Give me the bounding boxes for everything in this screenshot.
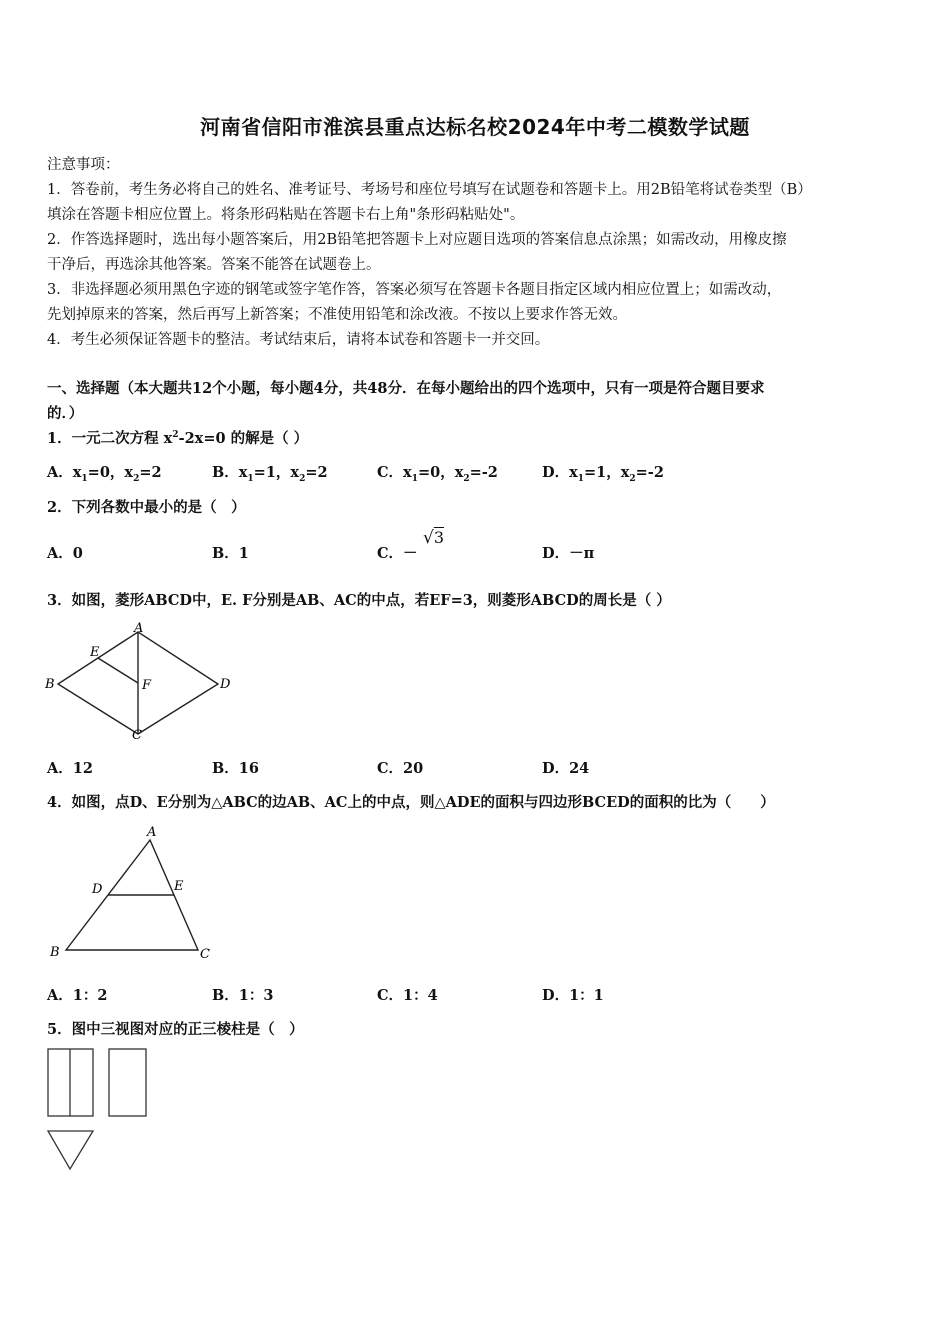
section-header-line-1: 一、选择题（本大题共12个小题，每小题4分，共48分．在每小题给出的四个选项中，只有一项是符合题目要求 — [47, 380, 765, 397]
label-d: D — [92, 882, 103, 897]
q4-option-b: B．1：3 — [212, 987, 274, 1004]
q4-option-a: A．1：2 — [47, 987, 108, 1004]
q1-option-a: A．$x_1=0$，$x_2=2$ — [47, 464, 162, 484]
question-4-stem: 4．如图，点D、E分别为△ABC的边AB、AC上的中点，则△ADE的面积与四边形BCED的面积的比为（ ） — [47, 794, 775, 811]
triangle-figure — [40, 820, 230, 965]
label-e: E — [174, 879, 184, 894]
q2-sqrt3: √3 — [423, 528, 445, 548]
q1-option-d: D．$x_1=1$，$x_2=-2$ — [542, 464, 664, 484]
q1-option-b: B．$x_1=1$，$x_2=2$ — [212, 464, 328, 484]
section-header-line-2: 的．） — [47, 405, 84, 422]
label-c: C — [200, 947, 210, 962]
q2-option-a: A．0 — [47, 545, 83, 562]
side-view — [109, 1049, 146, 1116]
question-3-stem: 3．如图，菱形ABCD中，E. F分别是AB、AC的中点，若EF=3，则菱形ABCD的周长是（ ） — [47, 592, 671, 609]
q2-option-b: B．1 — [212, 545, 249, 562]
question-2-stem: 2．下列各数中最小的是（ ） — [47, 499, 246, 516]
rhombus-figure — [40, 622, 240, 742]
notice-line-5: 3．非选择题必须用黑色字迹的钢笔或签字笔作答，答案必须写在答题卡各题目指定区域内相应位置上；如需改动， — [47, 282, 782, 298]
notice-line-7: 4．考生必须保证答题卡的整洁。考试结束后，请将本试卷和答题卡一并交回。 — [47, 332, 550, 348]
q3-option-d: D．24 — [542, 760, 590, 777]
label-a: A — [134, 622, 144, 636]
q3-option-b: B．16 — [212, 760, 259, 777]
page-title: 河南省信阳市淮滨县重点达标名校2024年中考二模数学试题 — [200, 115, 750, 139]
q3-option-c: C．20 — [377, 760, 424, 777]
q4-option-c: C．1：4 — [377, 987, 438, 1004]
notice-heading: 注意事项： — [47, 157, 120, 173]
notice-line-1: 1．答卷前，考生务必将自己的姓名、准考证号、考场号和座位号填写在试题卷和答题卡上。用2B铅笔将试卷类型（B） — [47, 182, 812, 198]
q2-option-d: D．－π — [542, 545, 595, 562]
top-view — [48, 1131, 93, 1169]
question-5-stem: 5．图中三视图对应的正三棱柱是（ ） — [47, 1021, 304, 1038]
label-d: D — [220, 677, 231, 692]
label-b: B — [45, 677, 55, 692]
q3-option-a: A．12 — [47, 760, 93, 777]
notice-line-2: 填涂在答题卡相应位置上。将条形码粘贴在答题卡右上角"条形码粘贴处"。 — [47, 207, 525, 223]
q1-option-c: C．$x_1=0$，$x_2=-2$ — [377, 464, 498, 484]
label-c: C — [132, 728, 142, 742]
label-b: B — [50, 945, 60, 960]
notice-line-6: 先划掉原来的答案，然后再写上新答案；不准使用铅笔和涂改液。不按以上要求作答无效。 — [47, 307, 627, 323]
label-f: F — [142, 678, 152, 693]
question-1-stem: 1．一元二次方程 $x^2-2x=0$ 的解是（ ） — [47, 430, 309, 447]
notice-line-3: 2．作答选择题时，选出每小题答案后，用2B铅笔把答题卡上对应题目选项的答案信息点涂黑；如需改动，用橡皮擦 — [47, 232, 787, 248]
label-a: A — [147, 825, 157, 840]
label-e: E — [90, 645, 100, 660]
q2-option-c: C．－ — [377, 545, 418, 562]
three-view-figure — [40, 1043, 155, 1173]
notice-line-4: 干净后，再选涂其他答案。答案不能答在试题卷上。 — [47, 257, 381, 273]
q4-option-d: D．1：1 — [542, 987, 604, 1004]
